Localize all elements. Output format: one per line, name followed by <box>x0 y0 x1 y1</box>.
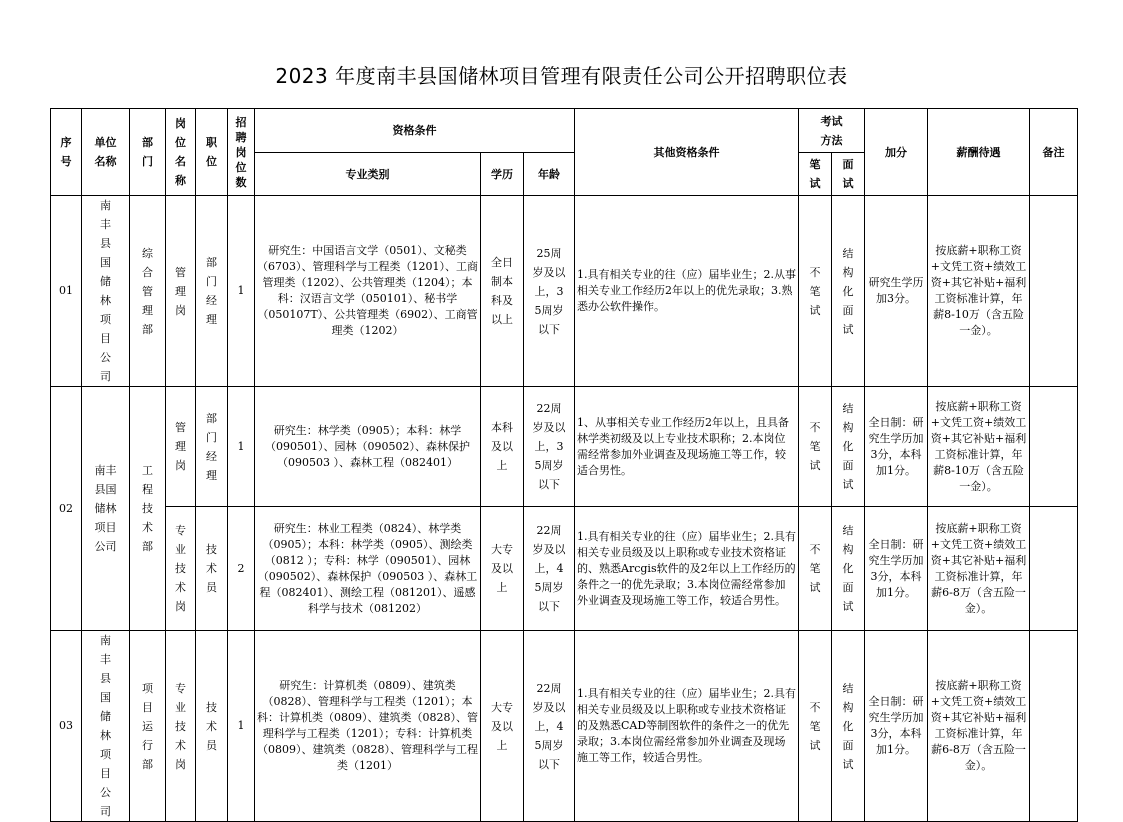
cell-interview: 结构化面试 <box>832 507 865 631</box>
cell-position: 技术员 <box>196 631 228 822</box>
cell-remark <box>1030 387 1078 507</box>
header-count: 招聘岗位数 <box>228 109 255 196</box>
table-row <box>51 196 1078 387</box>
cell-other: 1.具有相关专业的往（应）届毕业生；2.具有相关专业员级及以上职称或专业技术资格证的、熟悉Arcgis软件的及2年以上工作经历的条件之一的优先录取；3.本岗位需经常参加外业调查及现场施工等工作，较适合男性。 <box>575 507 799 631</box>
cell-remark <box>1030 507 1078 631</box>
cell-major: 研究生：林学类（0905）；本科：林学（090501）、园林（090502）、森林保护（090503 ）、森林工程（082401） <box>255 387 481 507</box>
cell-post: 管理岗 <box>166 387 196 507</box>
cell-count: 1 <box>228 196 255 387</box>
cell-post: 专业技术岗 <box>166 631 196 822</box>
header-interview: 面试 <box>832 153 865 196</box>
header-bonus: 加分 <box>865 109 928 196</box>
cell-seq: 01 <box>51 196 82 387</box>
table-row <box>51 507 1078 631</box>
cell-interview: 结构化面试 <box>832 631 865 822</box>
cell-unit: 南丰县国储林项目公司 <box>82 387 130 631</box>
header-exam: 考试方法 <box>799 109 865 153</box>
cell-written: 不笔试 <box>799 387 832 507</box>
recruitment-table <box>50 108 1078 822</box>
cell-education: 大专及以上 <box>481 507 524 631</box>
cell-other: 1、从事相关专业工作经历2年以上，且具备林学类初级及以上专业技术职称；2.本岗位需经常参加外业调查及现场施工等工作，较适合男性。 <box>575 387 799 507</box>
cell-count: 1 <box>228 387 255 507</box>
cell-age: 25周岁及以上，35周岁以下 <box>524 196 575 387</box>
cell-post: 管理岗 <box>166 196 196 387</box>
cell-seq: 02 <box>51 387 82 631</box>
cell-education: 本科及以上 <box>481 387 524 507</box>
cell-age: 22周岁及以上，45周岁以下 <box>524 507 575 631</box>
cell-post: 专业技术岗 <box>166 507 196 631</box>
cell-age: 22周岁及以上，45周岁以下 <box>524 631 575 822</box>
cell-dept: 工程技术部 <box>130 387 166 631</box>
cell-salary: 按底薪+职称工资+文凭工资+绩效工资+其它补贴+福利工资标准计算，年薪6-8万（含五险一金）。 <box>928 631 1030 822</box>
header-post: 岗位名称 <box>166 109 196 196</box>
cell-salary: 按底薪+职称工资+文凭工资+绩效工资+其它补贴+福利工资标准计算，年薪8-10万（含五险一金）。 <box>928 387 1030 507</box>
cell-written: 不笔试 <box>799 631 832 822</box>
header-position: 职位 <box>196 109 228 196</box>
table-row <box>51 387 1078 507</box>
cell-interview: 结构化面试 <box>832 387 865 507</box>
cell-bonus: 全日制：研究生学历加3分，本科加1分。 <box>865 387 928 507</box>
cell-dept: 综合管理部 <box>130 196 166 387</box>
cell-other: 1.具有相关专业的往（应）届毕业生；2.具有相关专业员级及以上职称或专业技术资格证的及熟悉CAD等制图软件的条件之一的优先录取；3.本岗位需经常参加外业调查及现场施工等工作，较适合男性。 <box>575 631 799 822</box>
cell-major: 研究生：计算机类（0809）、建筑类（0828）、管理科学与工程类（1201）；本科：计算机类（0809）、建筑类（0828）、管理科学与工程类（1201）；专科：计算机类（0809）、建筑类（0828）、管理科学与工程类（1201） <box>255 631 481 822</box>
cell-written: 不笔试 <box>799 196 832 387</box>
cell-other: 1.具有相关专业的往（应）届毕业生；2.从事相关专业工作经历2年以上的优先录取；3.熟悉办公软件操作。 <box>575 196 799 387</box>
cell-remark <box>1030 631 1078 822</box>
header-unit: 单位名称 <box>82 109 130 196</box>
header-remark: 备注 <box>1030 109 1078 196</box>
header-seq: 序号 <box>51 109 82 196</box>
cell-seq: 03 <box>51 631 82 822</box>
header-salary: 薪酬待遇 <box>928 109 1030 196</box>
cell-dept: 项目运行部 <box>130 631 166 822</box>
header-major: 专业类别 <box>255 153 481 196</box>
cell-bonus: 全日制：研究生学历加3分，本科加1分。 <box>865 631 928 822</box>
header-dept: 部门 <box>130 109 166 196</box>
cell-education: 全日制本科及以上 <box>481 196 524 387</box>
cell-major: 研究生：林业工程类（0824）、林学类（0905）；本科：林学类（0905）、测绘类（0812 ）；专科：林学（090501）、园林（090502）、森林保护（090503 ）、森林工程（082401）、测绘工程（081201）、遥感科学与技术（081202） <box>255 507 481 631</box>
cell-bonus: 研究生学历加3分。 <box>865 196 928 387</box>
header-age: 年龄 <box>524 153 575 196</box>
cell-bonus: 全日制：研究生学历加3分，本科加1分。 <box>865 507 928 631</box>
header-other: 其他资格条件 <box>575 109 799 196</box>
cell-unit: 南丰县国储林项目公司 <box>82 631 130 822</box>
cell-age: 22周岁及以上，35周岁以下 <box>524 387 575 507</box>
cell-position: 部门经理 <box>196 196 228 387</box>
cell-position: 部门经理 <box>196 387 228 507</box>
cell-position: 技术员 <box>196 507 228 631</box>
page-title: 2023 年度南丰县国储林项目管理有限责任公司公开招聘职位表 <box>275 64 848 88</box>
cell-major: 研究生：中国语言文学（0501）、文秘类（6703）、管理科学与工程类（1201）、工商管理类（1202）、公共管理类（1204）；本科：汉语言文学（050101）、秘书学（050107T）、公共管理类（6902）、工商管理类（1202） <box>255 196 481 387</box>
cell-unit: 南丰县国储林项目公司 <box>82 196 130 387</box>
table-row <box>51 631 1078 822</box>
cell-count: 1 <box>228 631 255 822</box>
header-qualification: 资格条件 <box>255 109 575 153</box>
header-education: 学历 <box>481 153 524 196</box>
header-written: 笔试 <box>799 153 832 196</box>
cell-written: 不笔试 <box>799 507 832 631</box>
cell-count: 2 <box>228 507 255 631</box>
cell-salary: 按底薪+职称工资+文凭工资+绩效工资+其它补贴+福利工资标准计算，年薪6-8万（含五险一金）。 <box>928 507 1030 631</box>
cell-salary: 按底薪+职称工资+文凭工资+绩效工资+其它补贴+福利工资标准计算，年薪8-10万（含五险一金）。 <box>928 196 1030 387</box>
cell-education: 大专及以上 <box>481 631 524 822</box>
cell-remark <box>1030 196 1078 387</box>
cell-interview: 结构化面试 <box>832 196 865 387</box>
